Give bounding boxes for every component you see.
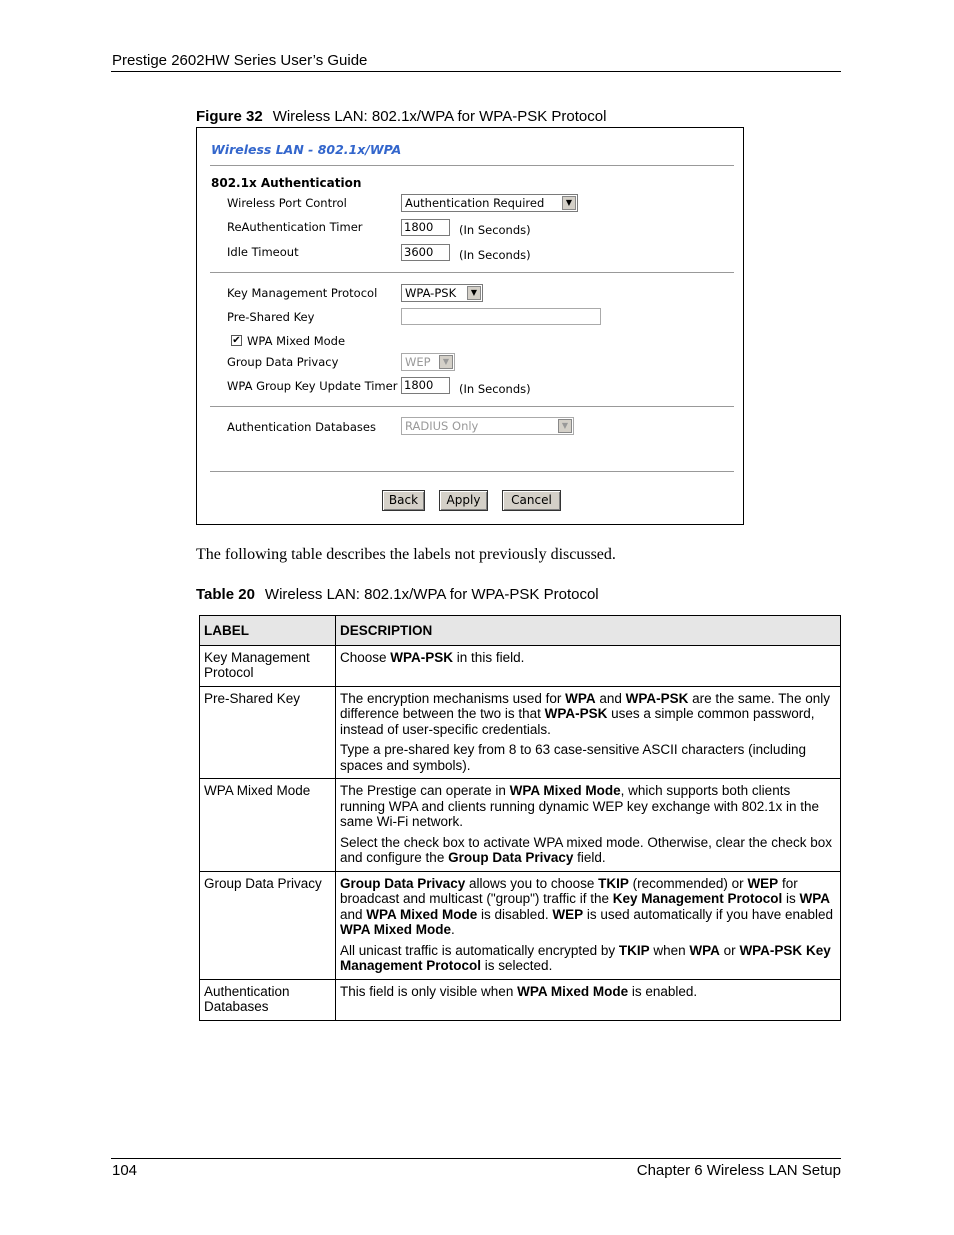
auth-db-label: Authentication Databases	[227, 420, 376, 434]
reauth-timer-label: ReAuthentication Timer	[227, 220, 363, 234]
text-segment: Select the check box to activate WPA mixed mode. Otherwise, clear the check box and configure the	[340, 834, 832, 865]
text-segment: Type a pre-shared key from 8 to 63 case-sensitive ASCII characters (including spaces and symbols).	[340, 742, 806, 773]
bold-term: WPA-PSK	[625, 690, 689, 706]
header-rule	[111, 71, 841, 72]
reauth-timer-input[interactable]: 1800	[401, 219, 450, 236]
text-segment: .	[451, 922, 455, 937]
description-paragraph	[340, 650, 836, 666]
row-description	[336, 686, 841, 779]
text-segment: allows you to choose	[465, 875, 599, 891]
cancel-button[interactable]: Cancel	[502, 490, 561, 511]
column-header-label: LABEL	[200, 616, 336, 646]
bold-term: TKIP	[598, 875, 629, 891]
description-paragraph	[340, 984, 836, 1000]
text-segment: in this field.	[453, 649, 525, 665]
text-segment: for broadcast and multicast ("group") traffic if the	[340, 875, 798, 906]
figure-caption-text: Wireless LAN: 802.1x/WPA for WPA-PSK Protocol	[272, 108, 607, 125]
ui-page-title: Wireless LAN - 802.1x/WPA	[211, 142, 402, 157]
auth-db-select[interactable]	[401, 417, 574, 435]
chevron-down-icon: ▼	[467, 286, 481, 300]
row-description	[336, 871, 841, 979]
ui-divider	[210, 272, 734, 273]
key-mgmt-select[interactable]	[401, 284, 483, 302]
description-paragraph	[340, 943, 836, 974]
description-paragraph	[340, 835, 836, 866]
text-segment: when	[649, 942, 690, 958]
row-description	[336, 779, 841, 872]
table-caption	[196, 586, 599, 603]
key-mgmt-label: Key Management Protocol	[227, 286, 378, 300]
row-label: Pre-Shared Key	[200, 686, 336, 779]
table-header-row	[200, 616, 841, 646]
row-label: Authentication Databases	[200, 979, 336, 1020]
text-segment: The Prestige can operate in	[340, 783, 510, 798]
text-segment: are the same. The only difference between the two is that	[340, 690, 830, 721]
body-paragraph: The following table describes the labels not previously discussed.	[196, 546, 616, 563]
group-privacy-value: WEP	[405, 355, 431, 369]
row-label: Key Management Protocol	[200, 645, 336, 686]
psk-input[interactable]	[401, 308, 601, 325]
ui-divider	[210, 471, 734, 472]
auth-db-value: RADIUS Only	[405, 419, 479, 433]
figure-number: Figure 32	[196, 108, 263, 125]
wpa-mixed-label: WPA Mixed Mode	[247, 334, 346, 348]
psk-label: Pre-Shared Key	[227, 310, 315, 324]
text-segment: is used automatically if you have enabled	[583, 906, 833, 922]
reauth-timer-unit: (In Seconds)	[459, 223, 531, 237]
idle-timeout-input[interactable]: 3600	[401, 244, 450, 261]
table-row	[200, 645, 841, 686]
wireless-port-control-label: Wireless Port Control	[227, 196, 347, 210]
text-segment: and	[595, 690, 626, 706]
checkmark-icon: ✔	[232, 335, 241, 346]
back-button[interactable]: Back	[382, 490, 425, 511]
chevron-down-icon: ▼	[562, 196, 576, 210]
bold-term: TKIP	[618, 942, 650, 958]
description-paragraph	[340, 876, 836, 938]
text-segment: All unicast traffic is automatically encrypted by	[340, 942, 619, 958]
bold-term: Group Data Privacy	[340, 875, 466, 891]
idle-timeout-unit: (In Seconds)	[459, 248, 531, 262]
idle-timeout-label: Idle Timeout	[227, 245, 299, 259]
chevron-down-icon: ▼	[558, 419, 572, 433]
footer-rule	[111, 1158, 841, 1159]
text-segment: uses a simple common password, instead of user-specific credentials.	[340, 706, 815, 737]
text-segment: is enabled.	[628, 983, 698, 999]
bold-term: WPA	[689, 942, 720, 958]
chapter-title: Chapter 6 Wireless LAN Setup	[636, 1162, 841, 1179]
group-key-timer-input[interactable]: 1800	[401, 377, 450, 394]
bold-term: WPA	[799, 891, 831, 906]
bold-term: WPA-PSK	[544, 706, 608, 721]
text-segment: (recommended) or	[628, 875, 748, 891]
bold-term: WPA-PSK	[739, 942, 803, 958]
table-row	[200, 979, 841, 1020]
figure-caption	[196, 108, 606, 125]
table-row	[200, 871, 841, 979]
group-privacy-label: Group Data Privacy	[227, 355, 339, 369]
row-label: Group Data Privacy	[200, 871, 336, 979]
row-description	[336, 645, 841, 686]
text-segment: This field is only visible when	[340, 983, 518, 999]
table-row	[200, 686, 841, 779]
bold-term: Group Data Privacy	[448, 850, 574, 865]
group-privacy-select[interactable]	[401, 353, 455, 371]
wireless-port-control-select[interactable]	[401, 194, 578, 212]
description-paragraph	[340, 742, 836, 773]
bold-term: WEP	[747, 875, 779, 891]
text-segment: , which supports both clients running WPA and clients running dynamic WEP key exchange with 802.1x in the same Wi-Fi network.	[340, 783, 820, 829]
bold-term: Key Management Protocol	[612, 891, 783, 906]
bold-term: WPA-PSK	[390, 649, 454, 665]
text-segment: is selected.	[481, 958, 553, 973]
bold-term: WEP	[552, 906, 584, 922]
row-description	[336, 979, 841, 1020]
bold-term: WPA Mixed Mode	[517, 983, 629, 999]
table-body	[200, 645, 841, 1020]
text-segment: is	[782, 891, 800, 906]
column-header-description: DESCRIPTION	[336, 616, 841, 646]
group-key-timer-unit: (In Seconds)	[459, 382, 531, 396]
text-segment: and	[340, 906, 367, 922]
text-segment: field.	[573, 850, 606, 865]
text-segment: The encryption mechanisms used for	[340, 690, 566, 706]
table-caption-text: Wireless LAN: 802.1x/WPA for WPA-PSK Protocol	[264, 586, 599, 603]
wpa-mixed-checkbox[interactable]	[231, 335, 242, 346]
table-number: Table 20	[196, 586, 255, 603]
figure-screenshot	[196, 127, 744, 525]
ui-divider	[210, 406, 734, 407]
text-segment: or	[719, 942, 740, 958]
bold-term: WPA	[565, 690, 596, 706]
apply-button[interactable]: Apply	[439, 490, 488, 511]
wireless-port-control-value: Authentication Required	[405, 196, 545, 210]
row-label: WPA Mixed Mode	[200, 779, 336, 872]
description-paragraph	[340, 691, 836, 738]
page-number: 104	[112, 1162, 138, 1179]
chevron-down-icon: ▼	[439, 355, 453, 369]
group-key-timer-label: WPA Group Key Update Timer	[227, 379, 398, 393]
page-header-title: Prestige 2602HW Series User’s Guide	[112, 52, 368, 69]
bold-term: Key Management Protocol	[340, 942, 831, 973]
bold-term: WPA Mixed Mode	[340, 922, 451, 937]
table-row	[200, 779, 841, 872]
bold-term: WPA Mixed Mode	[509, 783, 621, 798]
text-segment: Choose	[340, 649, 391, 665]
ui-divider	[210, 165, 734, 166]
text-segment: is disabled.	[477, 906, 553, 922]
bold-term: WPA Mixed Mode	[366, 906, 478, 922]
description-table	[199, 615, 841, 1021]
description-paragraph	[340, 783, 836, 830]
key-mgmt-value: WPA-PSK	[405, 286, 457, 300]
ui-section-title: 802.1x Authentication	[211, 176, 362, 190]
